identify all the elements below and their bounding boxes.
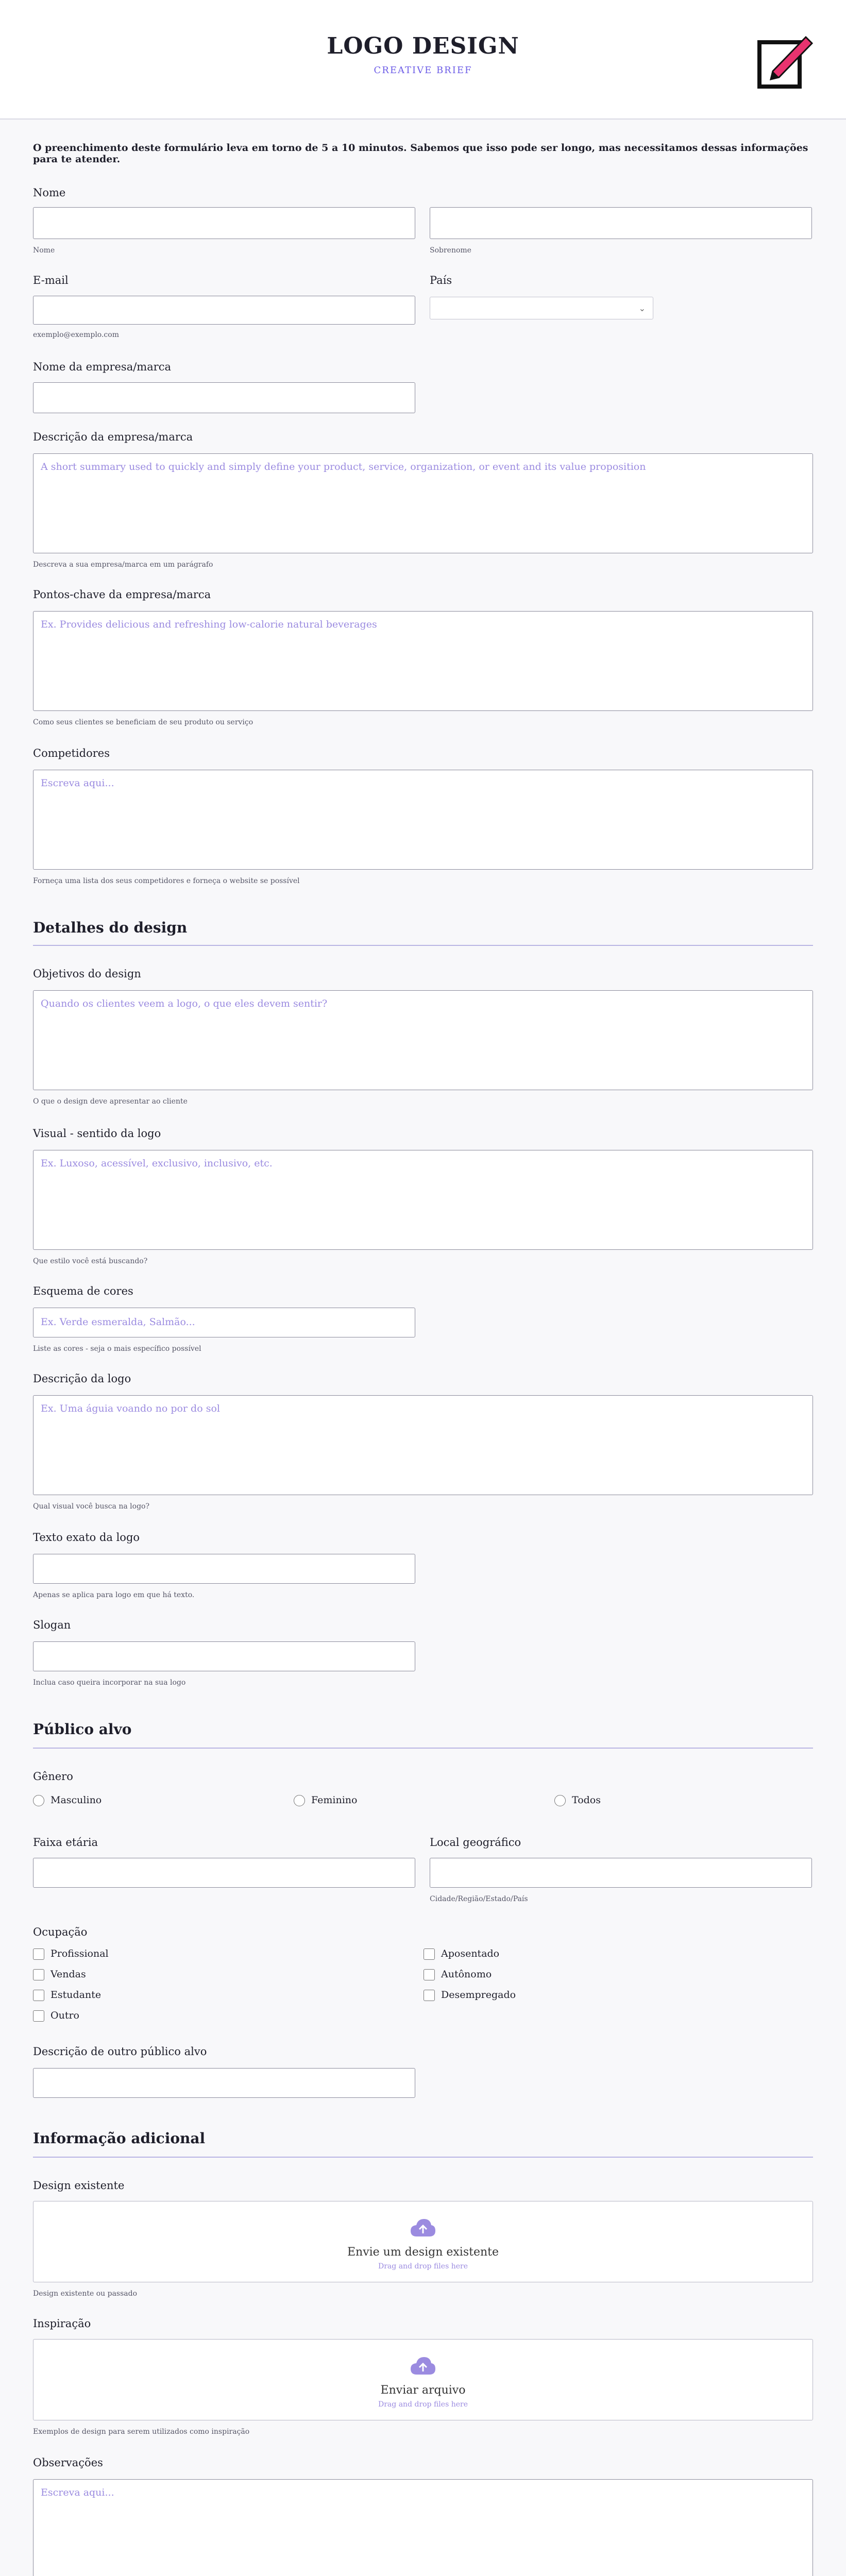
country-label: País [430,274,452,286]
occupation-option-label: Desempregado [441,1989,516,2001]
chevron-down-icon: ⌄ [638,303,646,313]
company-input[interactable] [33,382,415,413]
gender-option-label: Todos [572,1794,601,1806]
colors-sublabel: Liste as cores - seja o mais específico possível [33,1345,201,1353]
exact-text-sublabel: Apenas se aplica para logo em que há texto. [33,1591,195,1599]
description-sublabel: Descreva a sua empresa/marca em um parágrafo [33,561,213,569]
design-section-title: Detalhes do design [33,919,188,936]
email-label: E-mail [33,274,69,286]
logo-desc-sublabel: Qual visual você busca na logo? [33,1502,149,1511]
slogan-input[interactable] [33,1641,415,1671]
keypoints-sublabel: Como seus clientes se beneficiam de seu produto ou serviço [33,718,253,726]
inspiration-upload[interactable] [33,2339,813,2420]
existing-design-label: Design existente [33,2179,125,2192]
first-name-sublabel: Nome [33,246,55,255]
competitors-textarea[interactable]: Escreva aqui... [33,770,813,870]
objectives-sublabel: O que o design deve apresentar ao cliente [33,1097,188,1106]
pencil-note-icon [752,30,816,94]
logo-desc-textarea[interactable]: Ex. Uma águia voando no por do sol [33,1395,813,1495]
occupation-checkbox-sales[interactable] [33,1969,44,1980]
location-sublabel: Cidade/Região/Estado/País [430,1895,528,1903]
occupation-label: Ocupação [33,1926,88,1938]
colors-label: Esquema de cores [33,1285,133,1297]
location-label: Local geográfico [430,1836,521,1849]
logo-desc-label: Descrição da logo [33,1372,131,1385]
occupation-checkbox-professional[interactable] [33,1948,44,1960]
occupation-option-label: Outro [50,2010,79,2021]
last-name-sublabel: Sobrenome [430,246,471,255]
first-name-input[interactable] [33,207,415,239]
last-name-input[interactable] [430,207,812,239]
occupation-checkbox-student[interactable] [33,1990,44,2001]
occupation-option-label: Autônomo [441,1969,492,1980]
occupation-option-label: Profissional [50,1948,109,1959]
section-divider [33,2157,813,2158]
section-divider [33,945,813,946]
upload-title: Envie um design existente [347,2246,499,2259]
age-label: Faixa etária [33,1836,98,1849]
exact-text-label: Texto exato da logo [33,1531,140,1544]
description-label: Descrição da empresa/marca [33,431,193,443]
other-audience-label: Descrição de outro público alvo [33,2045,207,2058]
audience-section-title: Público alvo [33,1721,132,1738]
inspiration-sublabel: Exemplos de design para serem utilizados como inspiração [33,2428,250,2436]
objectives-textarea[interactable]: Quando os clientes veem a logo, o que eles devem sentir? [33,990,813,1090]
name-label: Nome [33,187,66,199]
visual-textarea[interactable]: Ex. Luxoso, acessível, exclusivo, inclusivo, etc. [33,1150,813,1250]
gender-label: Gênero [33,1770,73,1783]
competitors-sublabel: Forneça uma lista dos seus competidores e forneça o website se possível [33,877,300,885]
occupation-checkbox-self-employed[interactable] [424,1969,435,1980]
upload-cloud-icon [410,2356,436,2377]
visual-label: Visual - sentido da logo [33,1127,161,1140]
upload-title: Enviar arquivo [380,2384,466,2397]
occupation-option-label: Aposentado [441,1948,500,1959]
upload-cloud-icon [410,2218,436,2239]
description-textarea[interactable]: A short summary used to quickly and simply define your product, service, organization, or event and its value proposition [33,453,813,553]
intro-text: O preenchimento deste formulário leva em torno de 5 a 10 minutos. Sabemos que isso pode ser longo, mas necessitamos dessas informações para te atender. [33,142,808,165]
keypoints-textarea[interactable]: Ex. Provides delicious and refreshing low-calorie natural beverages [33,611,813,711]
keypoints-label: Pontos-chave da empresa/marca [33,588,211,601]
existing-design-upload[interactable] [33,2201,813,2282]
existing-design-sublabel: Design existente ou passado [33,2290,138,2298]
occupation-option-label: Vendas [50,1969,86,1980]
location-input[interactable] [430,1858,812,1888]
slogan-sublabel: Inclua caso queira incorporar na sua logo [33,1679,186,1687]
upload-hint: Drag and drop files here [378,2400,468,2409]
gender-radio-female[interactable] [294,1795,305,1806]
notes-label: Observações [33,2456,103,2469]
exact-text-input[interactable] [33,1554,415,1584]
gender-radio-all[interactable] [554,1795,566,1806]
visual-sublabel: Que estilo você está buscando? [33,1257,148,1265]
inspiration-label: Inspiração [33,2317,91,2330]
age-input[interactable] [33,1858,415,1888]
objectives-label: Objetivos do design [33,968,141,980]
slogan-label: Slogan [33,1619,71,1631]
other-audience-input[interactable] [33,2068,415,2098]
form-header [0,0,846,120]
gender-option-label: Masculino [50,1794,102,1806]
occupation-checkbox-other[interactable] [33,2010,44,2022]
occupation-checkbox-retired[interactable] [424,1948,435,1960]
page-subtitle: CREATIVE BRIEF [374,65,472,76]
occupation-checkbox-unemployed[interactable] [424,1990,435,2001]
upload-hint: Drag and drop files here [378,2262,468,2270]
email-sublabel: exemplo@exemplo.com [33,331,119,339]
country-select[interactable] [430,297,653,319]
occupation-option-label: Estudante [50,1989,101,2001]
colors-input[interactable]: Ex. Verde esmeralda, Salmão... [33,1308,415,1337]
additional-section-title: Informação adicional [33,2130,206,2147]
notes-textarea[interactable]: Escreva aqui... [33,2479,813,2576]
gender-option-label: Feminino [311,1794,358,1806]
competitors-label: Competidores [33,747,110,759]
gender-radio-male[interactable] [33,1795,44,1806]
page-title: LOGO DESIGN [327,33,519,59]
section-divider [33,1748,813,1749]
email-field[interactable] [33,296,415,325]
company-label: Nome da empresa/marca [33,361,172,373]
